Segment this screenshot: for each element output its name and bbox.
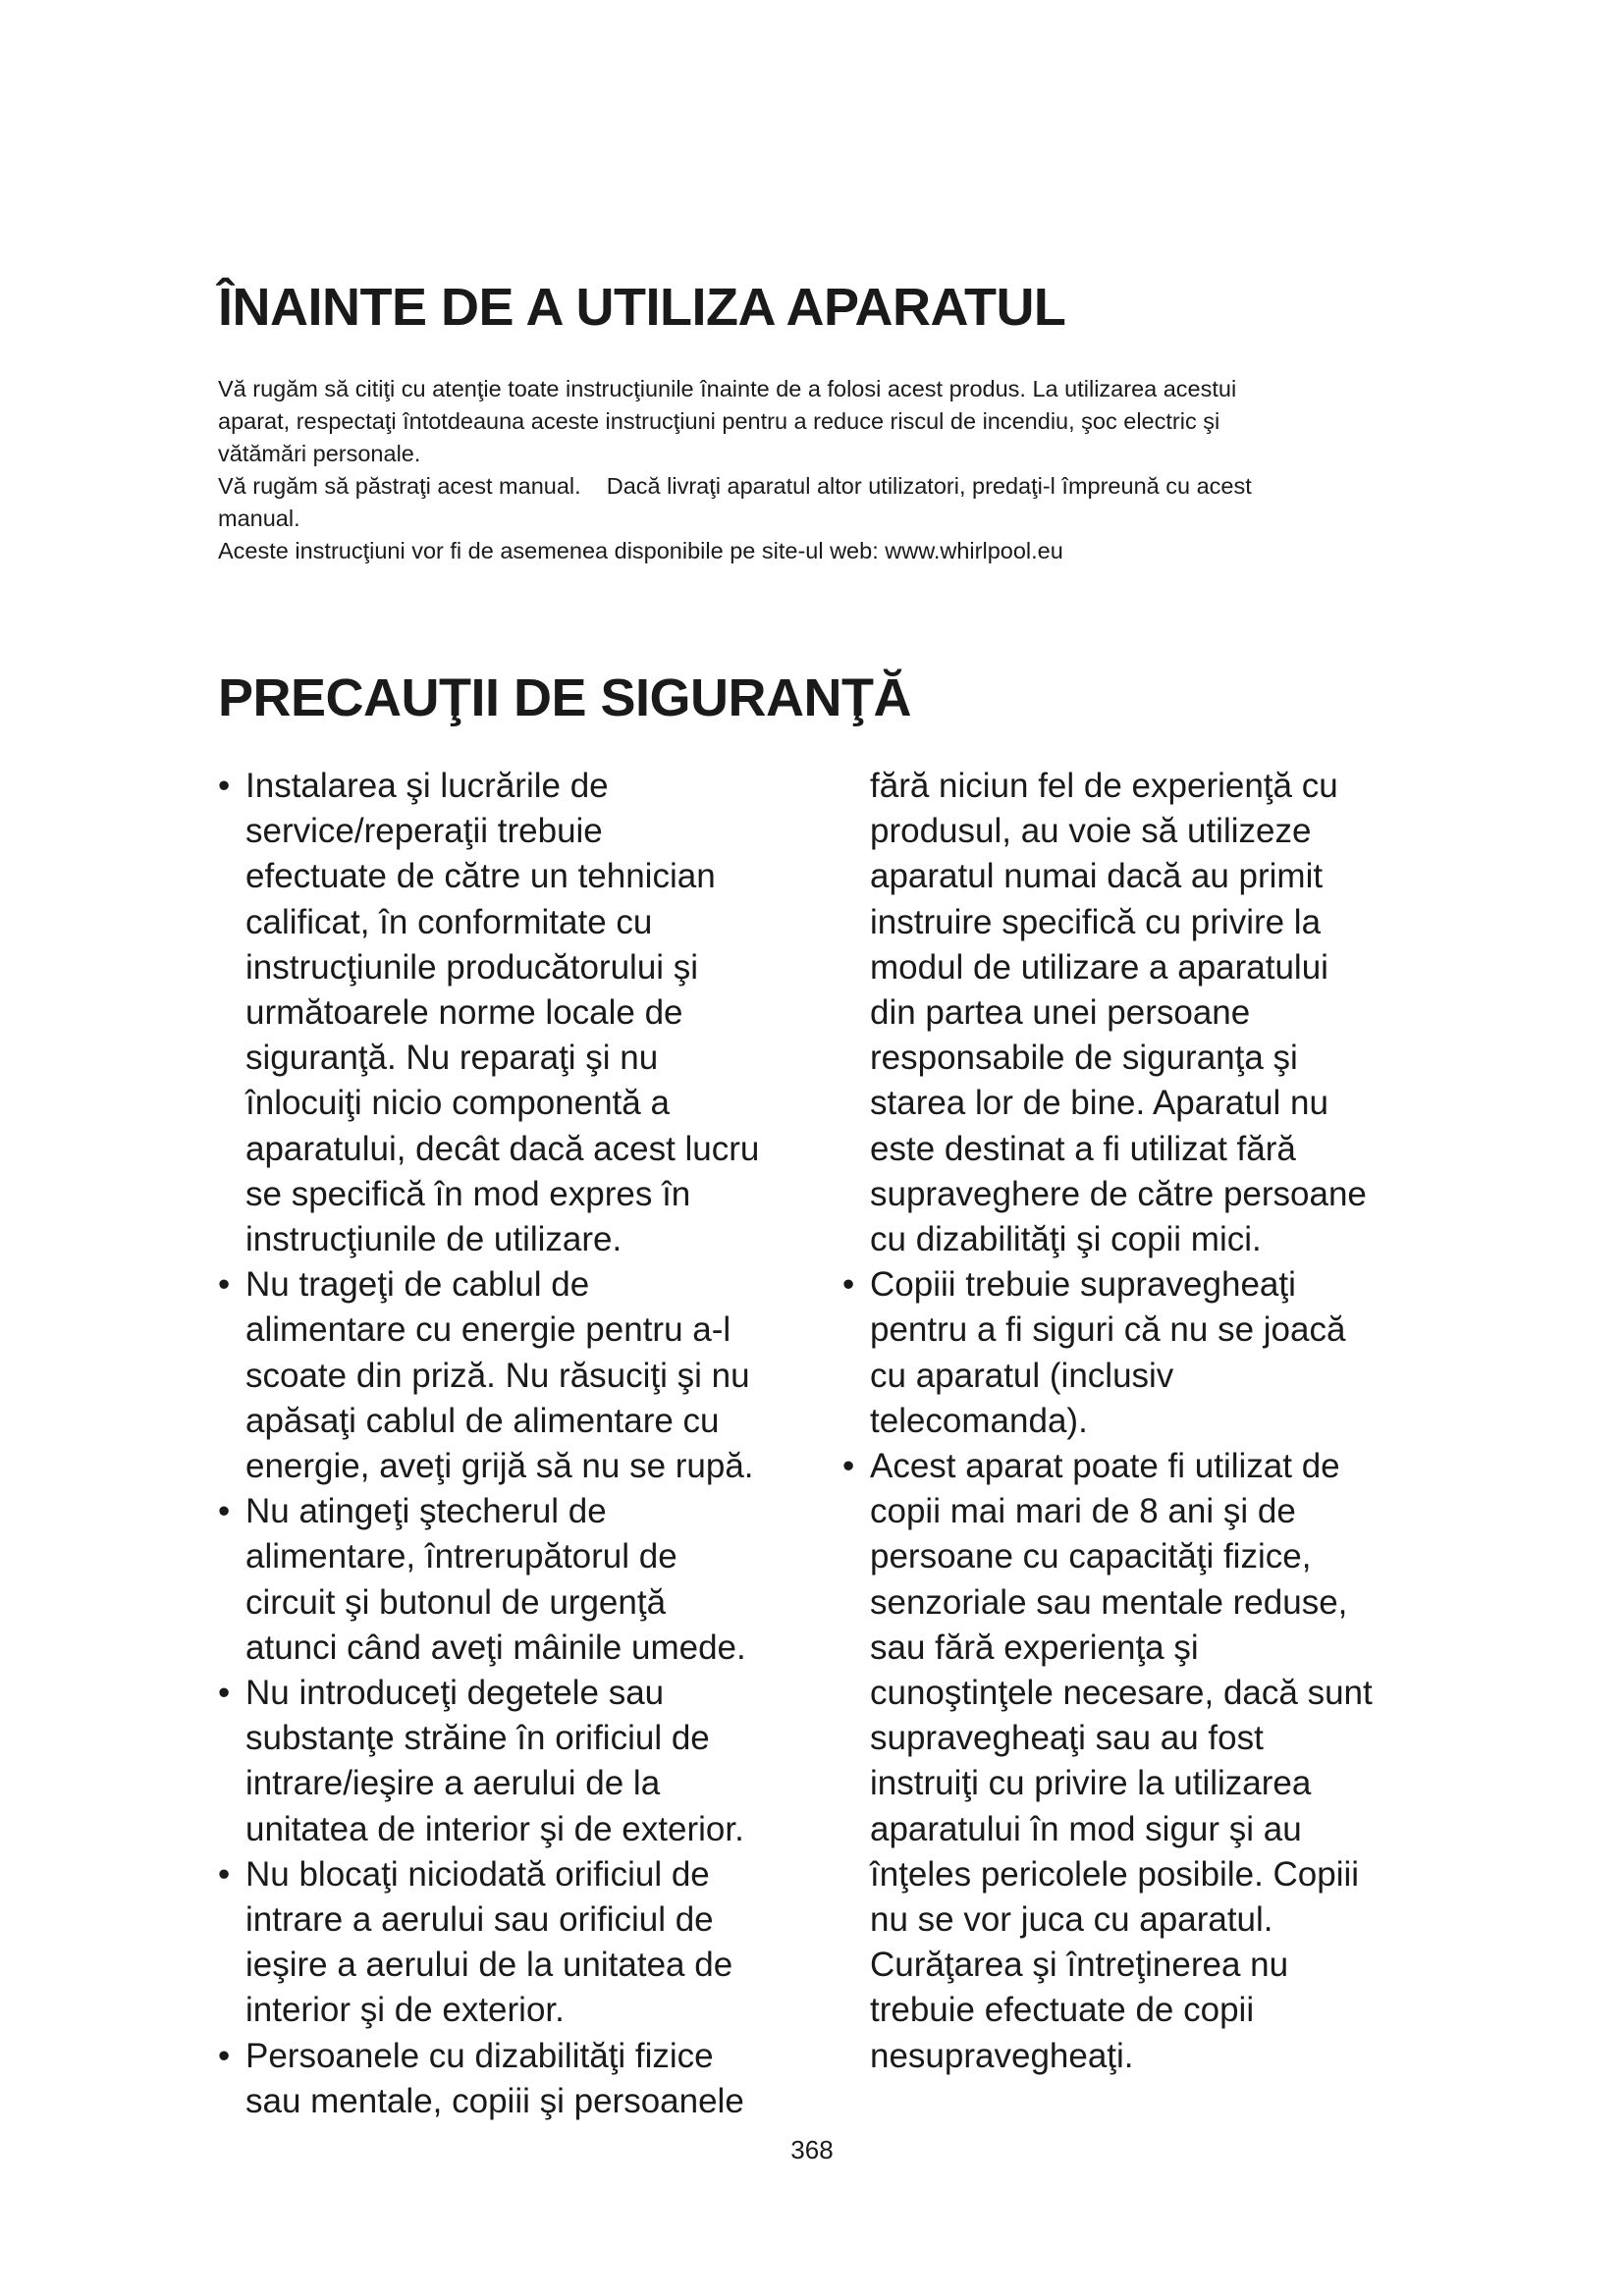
text-line-content: calificat, în conformitate cu <box>245 902 653 941</box>
text-line <box>870 1897 1432 1943</box>
text-line-content: aparatului în mod sigur şi au <box>870 1809 1302 1848</box>
bullet-item <box>218 1262 846 1489</box>
text-line-content: cu dizabilităţi şi copii mici. <box>870 1220 1262 1259</box>
text-line <box>218 1852 846 1897</box>
text-line <box>245 1897 846 1943</box>
text-line <box>842 809 1432 854</box>
text-line <box>245 1399 846 1444</box>
text-line <box>842 945 1432 990</box>
text-line-content: instruire specifică cu privire la <box>870 902 1322 941</box>
text-line <box>245 1127 846 1172</box>
right-column <box>842 764 1432 2079</box>
heading-safety-precautions: PRECAUŢII DE SIGURANŢĂ <box>218 668 912 727</box>
heading-before-use: ÎNAINTE DE A UTILIZA APARATUL <box>218 278 1066 337</box>
text-line-content: produsul, au voie să utilizeze <box>870 812 1312 851</box>
bullet-item <box>842 1262 1432 1444</box>
text-line <box>245 809 846 854</box>
text-line-content: responsabile de siguranţa şi <box>870 1039 1298 1078</box>
bullet-item <box>218 1671 846 1852</box>
text-line-content: Curăţarea şi întreţinerea nu <box>870 1946 1289 1985</box>
text-line-content: este destinat a fi utilizat fără <box>870 1129 1296 1168</box>
text-line <box>245 1716 846 1761</box>
text-line-content: senzoriale sau mentale reduse, <box>870 1582 1348 1622</box>
text-line-content: instrucţiunile producătorului şi <box>245 947 699 987</box>
bullet-item <box>218 764 846 1262</box>
bullet-dot: • <box>218 1854 231 1894</box>
intro-line: Vă rugăm să păstraţi acest manual. Dacă livraţi aparatul altor utilizatori, predaţi-l împreună cu acest <box>218 473 1252 499</box>
text-line <box>870 1852 1432 1897</box>
intro-line: aparat, respectaţi întotdeauna aceste instrucţiuni pentru a reduce riscul de incendiu, şoc electric şi <box>218 408 1220 434</box>
text-line-content: apăsaţi cablul de alimentare cu <box>245 1401 720 1440</box>
text-line-content: următoarele norme locale de <box>245 993 683 1033</box>
bullet-dot: • <box>218 2036 231 2075</box>
text-line <box>842 1172 1432 1217</box>
bullet-dot: • <box>218 1674 231 1713</box>
text-line-content: Nu trageţi de cablul de <box>245 1265 590 1305</box>
text-line <box>218 1671 846 1716</box>
text-line <box>870 1489 1432 1534</box>
intro-line: vătămări personale. <box>218 441 421 466</box>
text-line-content: telecomanda). <box>870 1401 1088 1440</box>
text-line-content: intrare a aerului sau orificiul de <box>245 1900 714 1940</box>
text-line-content: Nu blocaţi niciodată orificiul de <box>245 1854 710 1894</box>
text-line-content: alimentare, întrerupătorul de <box>245 1537 677 1576</box>
text-line-content: Copiii trebuie supravegheaţi <box>870 1265 1296 1305</box>
bullet-dot: • <box>842 1447 855 1486</box>
text-line-content: sau fără experienţa şi <box>870 1628 1199 1667</box>
text-line <box>842 1081 1432 1126</box>
text-line <box>245 1354 846 1399</box>
text-line <box>245 945 846 990</box>
text-line-content: interior şi de exterior. <box>245 1991 565 2030</box>
bullet-item <box>218 2034 846 2124</box>
text-line-content: fără niciun fel de experienţă cu <box>870 767 1338 805</box>
intro-line: Vă rugăm să citiţi cu atenţie toate instrucţiunile înainte de a folosi acest produs. La utilizarea acestui <box>218 376 1237 401</box>
text-line-content: nesupravegheaţi. <box>870 2036 1134 2075</box>
text-line <box>842 1262 1432 1308</box>
text-line-content: se specifică în mod expres în <box>245 1174 691 1213</box>
text-line <box>842 1444 1432 1489</box>
text-line <box>245 1761 846 1806</box>
text-line-content: instrucţiunile de utilizare. <box>245 1220 623 1259</box>
text-line-content: starea lor de bine. Aparatul nu <box>870 1084 1328 1123</box>
text-line <box>245 1444 846 1489</box>
text-line <box>218 764 846 809</box>
text-line <box>842 1127 1432 1172</box>
text-line <box>245 854 846 899</box>
text-line-content: aparatului, decât dacă acest lucru <box>245 1129 760 1168</box>
text-line <box>870 1988 1432 2033</box>
text-line <box>218 1262 846 1308</box>
text-line-content: aparatul numai dacă au primit <box>870 857 1324 896</box>
text-line-content: Acest aparat poate fi utilizat de <box>870 1447 1340 1486</box>
text-line <box>218 1489 846 1534</box>
text-line-content: înlocuiţi nicio componentă a <box>245 1084 670 1123</box>
text-line <box>870 1716 1432 1761</box>
text-line-content: efectuate de către un tehnician <box>245 857 716 896</box>
text-line <box>842 764 1432 809</box>
bullet-item <box>218 1852 846 2034</box>
text-line-content: scoate din priză. Nu răsuciţi şi nu <box>245 1356 750 1395</box>
text-line <box>870 1626 1432 1671</box>
text-line <box>245 900 846 945</box>
text-line <box>218 2034 846 2079</box>
text-line-content: siguranţă. Nu reparaţi şi nu <box>245 1039 659 1078</box>
text-line-content: Nu introduceţi degetele sau <box>245 1674 665 1713</box>
text-line <box>870 1943 1432 1988</box>
bullet-item <box>218 1489 846 1671</box>
text-line-content: pentru a fi siguri că nu se joacă <box>870 1310 1346 1350</box>
text-line-content: circuit şi butonul de urgenţă <box>245 1582 667 1622</box>
text-line <box>245 1081 846 1126</box>
text-line-content: instruiţi cu privire la utilizarea <box>870 1764 1312 1803</box>
text-line <box>245 1807 846 1852</box>
text-line <box>870 1354 1432 1399</box>
page-number: 368 <box>790 2135 834 2164</box>
intro-paragraph <box>218 373 1396 567</box>
text-line-content: trebuie efectuate de copii <box>870 1991 1255 2030</box>
text-line-content: cunoştinţele necesare, dacă sunt <box>870 1674 1373 1713</box>
text-line <box>870 1308 1432 1353</box>
bullet-dot: • <box>842 1265 855 1305</box>
text-line-content: nu se vor juca cu aparatul. <box>870 1900 1273 1940</box>
text-line <box>870 1534 1432 1579</box>
text-line <box>245 1308 846 1353</box>
text-line <box>842 854 1432 899</box>
text-line <box>870 1399 1432 1444</box>
text-line <box>245 1943 846 1988</box>
text-line-content: Instalarea şi lucrările de <box>245 767 609 805</box>
text-line-content: sau mentale, copiii şi persoanele <box>245 2081 744 2120</box>
bullet-item <box>842 1444 1432 2079</box>
text-line <box>245 1988 846 2033</box>
text-line <box>870 1671 1432 1716</box>
text-line <box>245 2079 846 2124</box>
text-line-content: din partea unei persoane <box>870 993 1251 1033</box>
text-line <box>870 1761 1432 1806</box>
text-line <box>842 900 1432 945</box>
text-line-content: copii mai mari de 8 ani şi de <box>870 1492 1296 1531</box>
text-line <box>245 1626 846 1671</box>
intro-line: manual. <box>218 506 300 531</box>
text-line-content: atunci când aveţi mâinile umede. <box>245 1628 746 1667</box>
text-line <box>842 1036 1432 1081</box>
bullet-dot: • <box>218 767 231 805</box>
text-line-content: intrare/ieşire a aerului de la <box>245 1764 661 1803</box>
text-line-content: energie, aveţi grijă să nu se rupă. <box>245 1447 754 1486</box>
text-line <box>245 1036 846 1081</box>
bullet-continuation <box>842 764 1432 1262</box>
text-line-content: Nu atingeţi ştecherul de <box>245 1492 607 1531</box>
left-column <box>218 764 846 2124</box>
intro-line: Aceste instrucţiuni vor fi de asemenea disponibile pe site-ul web: www.whirlpool.eu <box>218 538 1063 563</box>
text-line-content: Persoanele cu dizabilităţi fizice <box>245 2036 714 2075</box>
text-line-content: cu aparatul (inclusiv <box>870 1356 1174 1395</box>
text-line-content: supravegheaţi sau au fost <box>870 1719 1264 1758</box>
text-line <box>842 990 1432 1036</box>
text-line-content: înţeles pericolele posibile. Copiii <box>870 1854 1360 1894</box>
text-line <box>870 2034 1432 2079</box>
text-line-content: service/reperaţii trebuie <box>245 812 603 851</box>
text-line-content: ieşire a aerului de la unitatea de <box>245 1946 733 1985</box>
text-line <box>245 1580 846 1626</box>
text-line <box>870 1807 1432 1852</box>
text-line-content: substanţe străine în orificiul de <box>245 1719 710 1758</box>
text-line-content: alimentare cu energie pentru a-l <box>245 1310 731 1350</box>
bullet-dot: • <box>218 1492 231 1531</box>
text-line-content: supraveghere de către persoane <box>870 1174 1367 1213</box>
text-line <box>245 1534 846 1579</box>
text-line <box>245 1217 846 1262</box>
text-line-content: modul de utilizare a aparatului <box>870 947 1328 987</box>
text-line-content: unitatea de interior şi de exterior. <box>245 1809 744 1848</box>
bullet-dot: • <box>218 1265 231 1305</box>
text-line <box>245 990 846 1036</box>
text-line <box>870 1580 1432 1626</box>
text-line <box>842 1217 1432 1262</box>
text-line-content: persoane cu capacităţi fizice, <box>870 1537 1312 1576</box>
text-line <box>245 1172 846 1217</box>
